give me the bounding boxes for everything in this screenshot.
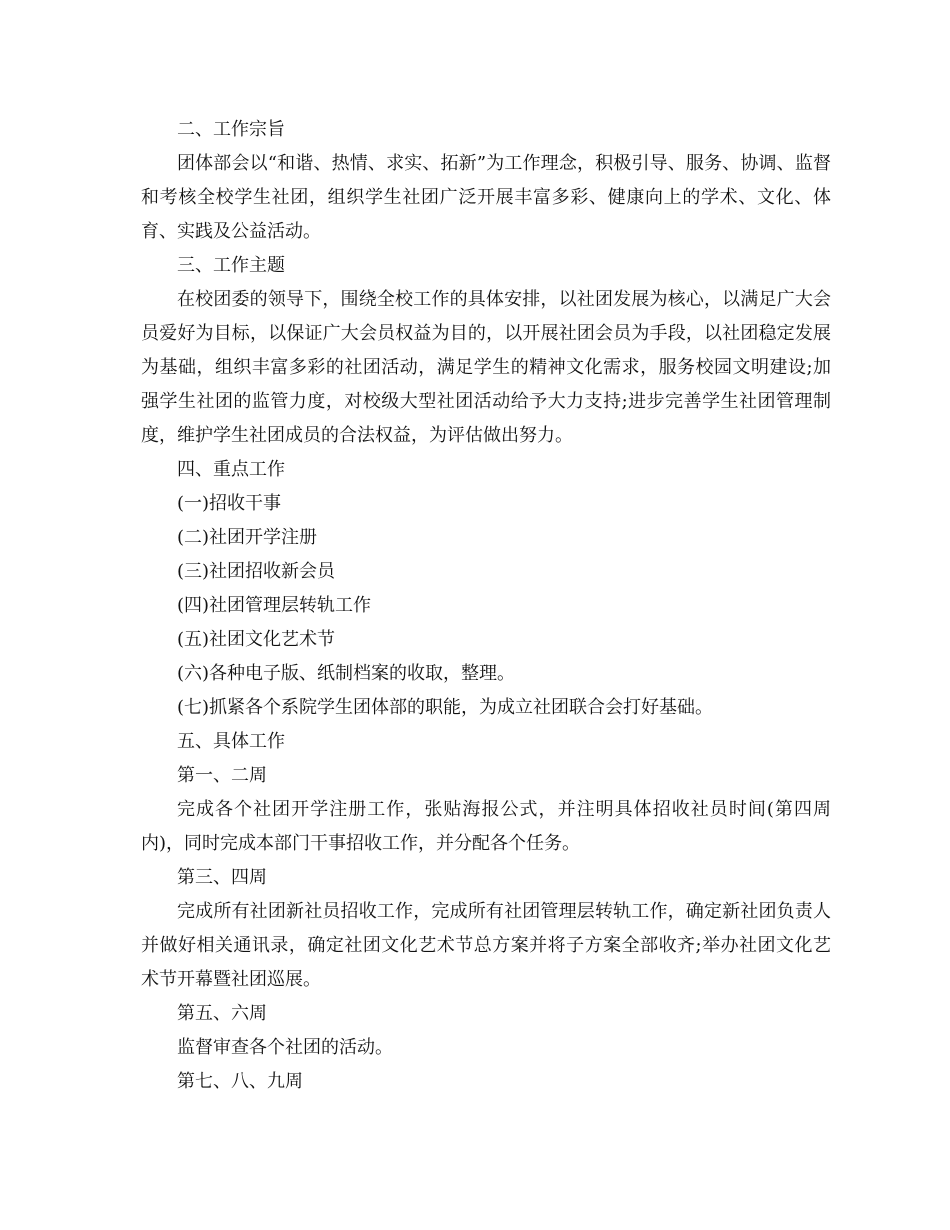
heading-key-work: 四、重点工作 (177, 459, 285, 480)
list-item: (七)抓紧各个系院学生团体部的职能，为成立社团联合会打好基础。 (177, 697, 714, 718)
heading-work-theme: 三、工作主题 (177, 255, 285, 276)
list-item: (五)社团文化艺术节 (177, 629, 336, 650)
heading-specific-work: 五、具体工作 (177, 731, 285, 752)
paragraph-week-detail: 完成各个社团开学注册工作，张贴海报公式，并注明具体招收社员时间(第四周内)，同时完成本部门干事招收工作，并分配各个任务。 (141, 799, 831, 854)
subheading-week: 第三、四周 (177, 867, 267, 888)
paragraph-work-theme: 在校团委的领导下，围绕全校工作的具体安排，以社团发展为核心，以满足广大会员爱好为目标，以保证广大会员权益为目的，以开展社团会员为手段，以社团稳定发展为基础，组织丰富多彩的社团活动，满足学生的精神文化需求，服务校园文明建设;加强学生社团的监管力度，对校级大型社团活动给予大力支持;进步完善学生社团管理制度，维护学生社团成员的合法权益，为评估做出努力。 (141, 289, 831, 446)
document-body (141, 113, 831, 1099)
paragraph-work-purpose: 团体部会以“和谐、热情、求实、拓新”为工作理念，积极引导、服务、协调、监督和考核全校学生社团，组织学生社团广泛开展丰富多彩、健康向上的学术、文化、体育、实践及公益活动。 (141, 153, 831, 242)
list-item: (一)招收干事 (177, 493, 282, 514)
paragraph-week-detail: 监督审查各个社团的活动。 (177, 1037, 393, 1058)
list-item: (三)社团招收新会员 (177, 561, 336, 582)
paragraph-week-detail: 完成所有社团新社员招收工作，完成所有社团管理层转轨工作，确定新社团负责人并做好相关通讯录，确定社团文化艺术节总方案并将子方案全部收齐;举办社团文化艺术节开幕暨社团巡展。 (141, 901, 831, 990)
heading-work-purpose: 二、工作宗旨 (177, 119, 285, 140)
list-item: (四)社团管理层转轨工作 (177, 595, 372, 616)
subheading-week: 第一、二周 (177, 765, 267, 786)
list-item: (六)各种电子版、纸制档案的收取，整理。 (177, 663, 516, 684)
subheading-week: 第五、六周 (177, 1003, 267, 1024)
subheading-week: 第七、八、九周 (177, 1071, 303, 1092)
list-item: (二)社团开学注册 (177, 527, 318, 548)
